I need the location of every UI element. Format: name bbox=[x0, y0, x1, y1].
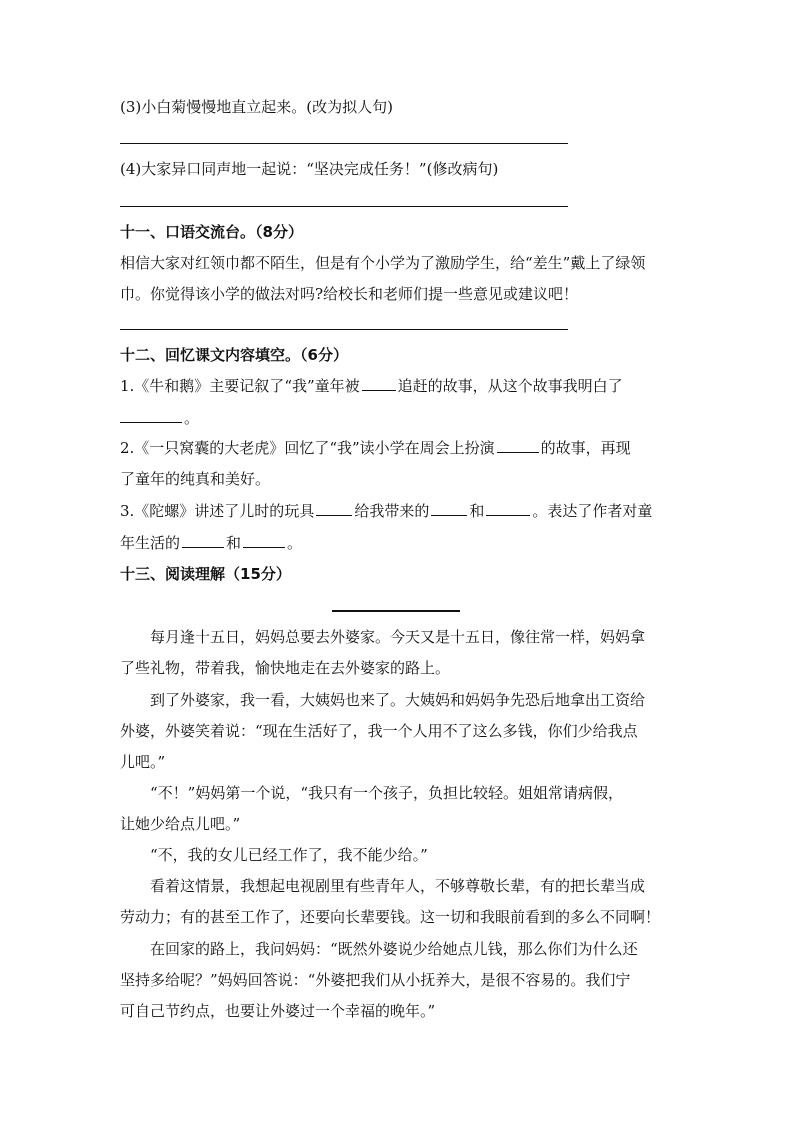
section-11-title: 十一、口语交流台。（8分） bbox=[120, 223, 303, 241]
blank-3-1[interactable] bbox=[316, 501, 352, 516]
section-11-line-2: 巾。你觉得该小学的做法对吗?给校长和老师们提一些意见或建议吧！ bbox=[120, 285, 579, 303]
passage-line: 到了外婆家，我一看，大姨妈也来了。大姨妈和妈妈争先恐后地拿出工资给 bbox=[150, 691, 646, 709]
question-4: (4)大家异口同声地一起说：“坚决完成任务！”(修改病句) bbox=[120, 160, 499, 178]
fill-item-2-text-a: 2.《一只窝囊的大老虎》回忆了“我”读小学在周会上扮演 bbox=[120, 439, 495, 457]
fill-item-3-text-a: 3.《陀螺》讲述了儿时的玩具 bbox=[120, 502, 315, 520]
fill-item-1-text-b: 追赶的故事，从这个故事我明白了 bbox=[397, 377, 623, 395]
passage-line: 让她少给点儿吧。” bbox=[120, 815, 241, 833]
fill-item-2-text-b: 的故事，再现 bbox=[540, 439, 631, 457]
fill-item-1-text-c: 。 bbox=[184, 409, 200, 427]
passage-line: “不！”妈妈第一个说，“我只有一个孩子，负担比较轻。姐姐常请病假， bbox=[150, 784, 624, 802]
passage-line: 在回家的路上，我问妈妈：“既然外婆说少给她点儿钱，那么你们为什么还 bbox=[150, 940, 638, 958]
fill-item-3-text-c: 和 bbox=[469, 502, 485, 520]
passage-line: 看着这情景，我想起电视剧里有些青年人，不够尊敬长辈，有的把长辈当成 bbox=[150, 877, 646, 895]
passage-line: 儿吧。” bbox=[120, 753, 166, 771]
question-3: (3)小白菊慢慢地直立起来。(改为拟人句) bbox=[120, 98, 393, 116]
passage-line: 坚持多给呢？”妈妈回答说：“外婆把我们从小抚养大，是很不容易的。我们宁 bbox=[120, 971, 631, 989]
fill-item-1-text-a: 1.《牛和鹅》主要记叙了“我”童年被 bbox=[120, 377, 360, 395]
passage-line: “不，我的女儿已经工作了，我不能少给。” bbox=[150, 846, 428, 864]
blank-1-1[interactable] bbox=[362, 376, 396, 391]
blank-3-5[interactable] bbox=[243, 533, 285, 548]
fill-item-3-text-b: 给我带来的 bbox=[354, 502, 430, 520]
blank-3-2[interactable] bbox=[431, 501, 467, 516]
answer-line-q4 bbox=[120, 206, 568, 207]
passage-line: 每月逢十五日，妈妈总要去外婆家。今天又是十五日，像往常一样，妈妈拿 bbox=[150, 628, 646, 646]
fill-item-3-text-d: 。表达了作者对童 bbox=[532, 502, 653, 520]
blank-3-4[interactable] bbox=[182, 533, 224, 548]
section-12-title: 十二、回忆课文内容填空。（6分） bbox=[120, 346, 348, 364]
section-13-title: 十三、阅读理解（15分） bbox=[120, 565, 291, 583]
answer-line-q3 bbox=[120, 143, 568, 144]
fill-item-3 bbox=[120, 501, 652, 521]
passage-line: 了些礼物，带着我，愉快地走在去外婆家的路上。 bbox=[120, 659, 451, 677]
fill-item-2 bbox=[120, 438, 631, 458]
blank-2-1[interactable] bbox=[497, 438, 539, 453]
fill-item-1-cont bbox=[120, 408, 199, 428]
section-11-line-1: 相信大家对红领巾都不陌生，但是有个小学为了激励学生，给“差生”戴上了绿领 bbox=[120, 254, 646, 272]
passage-title-blank[interactable] bbox=[332, 610, 460, 612]
passage-line: 外婆，外婆笑着说：“现在生活好了，我一个人用不了这么多钱，你们少给我点 bbox=[120, 722, 638, 740]
fill-item-3-cont bbox=[120, 533, 302, 553]
fill-item-3-text-g: 。 bbox=[287, 534, 303, 552]
fill-item-2-cont: 了童年的纯真和美好。 bbox=[120, 470, 271, 488]
blank-3-3[interactable] bbox=[486, 501, 530, 516]
blank-1-2[interactable] bbox=[120, 408, 182, 423]
fill-item-3-text-e: 年生活的 bbox=[120, 534, 181, 552]
passage-line: 可自己节约点，也要让外婆过一个幸福的晚年。” bbox=[120, 1002, 436, 1020]
passage-line: 劳动力；有的甚至工作了，还要向长辈要钱。这一切和我眼前看到的多么不同啊！ bbox=[120, 908, 661, 926]
answer-line-sec11 bbox=[120, 329, 568, 330]
fill-item-3-text-f: 和 bbox=[226, 534, 242, 552]
fill-item-1 bbox=[120, 376, 623, 396]
